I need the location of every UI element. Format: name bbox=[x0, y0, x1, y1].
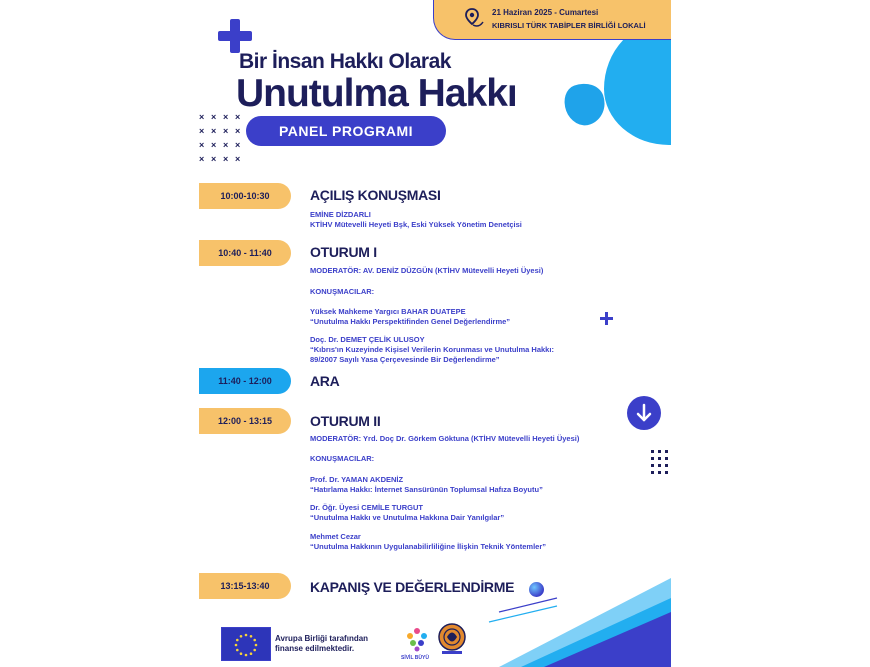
time-pill: 11:40 - 12:00 bbox=[199, 368, 291, 394]
talk-title: “Unutulma Hakkı ve Unutulma Hakkına Dair Yanılgılar” bbox=[310, 513, 505, 522]
talk-title-cont: 89/2007 Sayılı Yasa Çerçevesinde Bir Değerlendirme” bbox=[310, 355, 500, 364]
speaker-name: Prof. Dr. YAMAN AKDENİZ bbox=[310, 475, 404, 484]
section-heading: OTURUM I bbox=[310, 244, 377, 260]
section-heading: ARA bbox=[310, 373, 340, 389]
section-heading: OTURUM II bbox=[310, 413, 381, 429]
partner-seal-logo bbox=[437, 622, 467, 656]
panel-program-badge: PANEL PROGRAMI bbox=[246, 116, 446, 146]
speaker-name: EMİNE DİZDARLI bbox=[310, 210, 371, 219]
talk-title: “Unutulma Hakkının Uygulanabilirliliğine İlişkin Teknik Yöntemler” bbox=[310, 542, 547, 551]
eu-funding-note: Avrupa Birliği tarafından finanse edilmektedir. bbox=[275, 634, 369, 653]
speakers-label: KONUŞMACILAR: bbox=[310, 454, 375, 463]
sivil-buyu-text: SİVİL BÜYÜ bbox=[401, 655, 429, 661]
speaker-name: Yüksek Mahkeme Yargıcı BAHAR DUATEPE bbox=[310, 307, 466, 316]
title-line-2: Unutulma Hakkı bbox=[236, 72, 517, 115]
time-pill: 10:40 - 11:40 bbox=[199, 240, 291, 266]
speaker-role: KTİHV Mütevelli Heyeti Bşk, Eski Yüksek Yönetim Denetçisi bbox=[310, 220, 522, 229]
talk-title: “Kıbrıs'ın Kuzeyinde Kişisel Verilerin Korunması ve Unutulma Hakkı: bbox=[310, 345, 554, 354]
time-pill: 12:00 - 13:15 bbox=[199, 408, 291, 434]
speaker-name: Doç. Dr. DEMET ÇELİK ULUSOY bbox=[310, 335, 425, 344]
speaker-name: Dr. Öğr. Üyesi CEMİLE TURGUT bbox=[310, 503, 423, 512]
moderator-line: MODERATÖR: Yrd. Doç Dr. Görkem Göktuna (KTİHV Mütevelli Heyeti Üyesi) bbox=[310, 434, 580, 443]
event-place: KIBRISLI TÜRK TABİPLER BİRLİĞİ LOKALİ bbox=[492, 21, 646, 30]
time-pill: 13:15-13:40 bbox=[199, 573, 291, 599]
speakers-label: KONUŞMACILAR: bbox=[310, 287, 375, 296]
eu-flag-logo bbox=[221, 627, 271, 661]
decorative-corner-wave bbox=[199, 0, 671, 667]
speaker-name: Mehmet Cezar bbox=[310, 532, 361, 541]
title-line-1: Bir İnsan Hakkı Olarak bbox=[239, 50, 451, 73]
time-pill: 10:00-10:30 bbox=[199, 183, 291, 209]
talk-title: “Unutulma Hakkı Perspektifinden Genel Değerlendirme” bbox=[310, 317, 511, 326]
section-heading: KAPANIŞ VE DEĞERLENDİRME bbox=[310, 579, 515, 595]
poster bbox=[199, 0, 671, 667]
moderator-line: MODERATÖR: AV. DENİZ DÜZGÜN (KTİHV Mütevelli Heyeti Üyesi) bbox=[310, 266, 544, 275]
section-heading: AÇILIŞ KONUŞMASI bbox=[310, 187, 441, 203]
event-date: 21 Haziran 2025 - Cumartesi bbox=[492, 8, 599, 17]
talk-title: “Hatırlama Hakkı: İnternet Sansürünün Toplumsal Hafıza Boyutu” bbox=[310, 485, 543, 494]
decorative-x-pattern: × × × × × × × × × × × × × × × × bbox=[199, 112, 241, 164]
